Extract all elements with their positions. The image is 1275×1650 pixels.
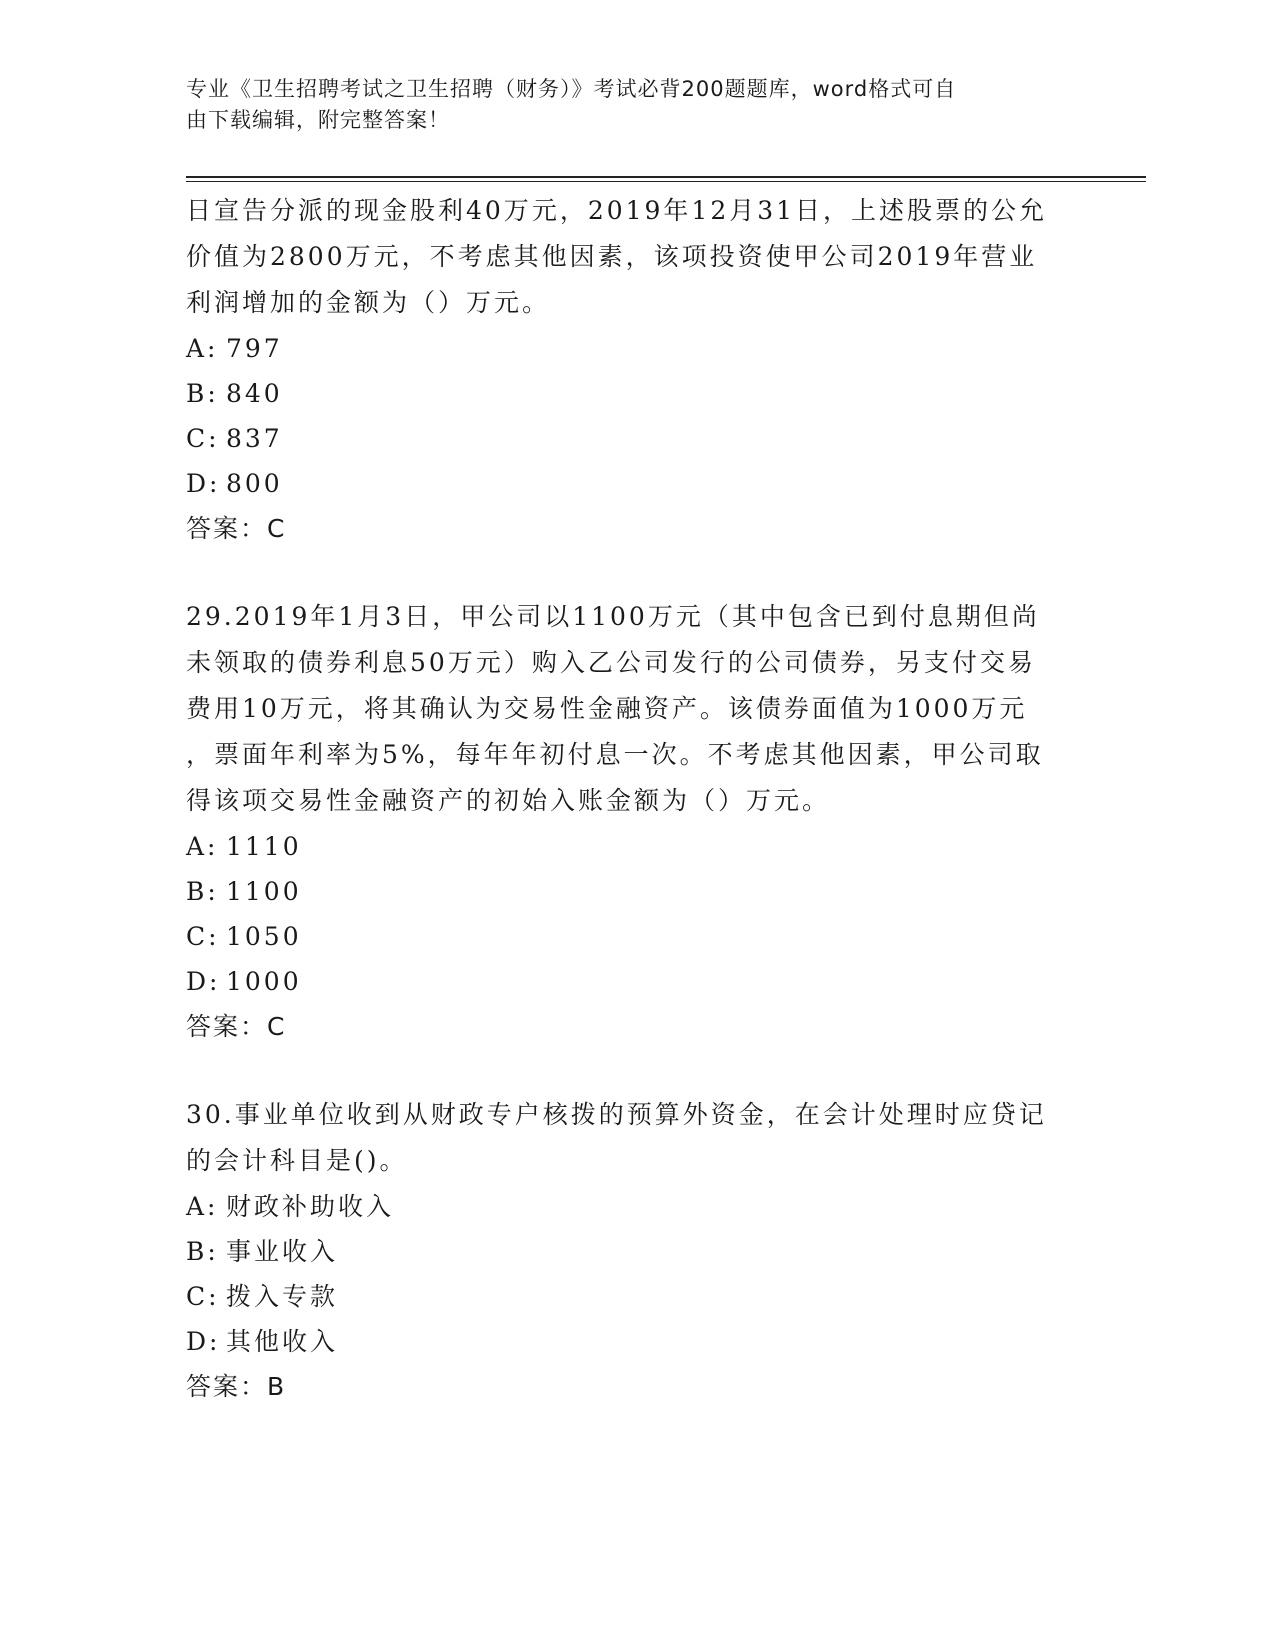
question-30 [186, 1092, 1086, 1410]
stem-line: 费用10万元，将其确认为交易性金融资产。该债券面值为1000万元 [186, 694, 1028, 723]
stem-line: 未领取的债券利息50万元）购入乙公司发行的公司债券，另支付交易 [186, 648, 1036, 677]
option-list [186, 1184, 1086, 1364]
document-header [186, 74, 1066, 136]
stem-line: 29.2019年1月3日，甲公司以1100万元（其中包含已到付息期但尚 [186, 602, 1040, 631]
option-text: 1100 [226, 877, 302, 906]
header-divider-thin [186, 181, 1146, 182]
option-a [186, 1184, 1086, 1229]
option-text: 840 [226, 379, 283, 408]
option-letter: B: [186, 877, 219, 906]
stem-line: 30.事业单位收到从财政专户核拨的预算外资金，在会计处理时应贷记 [186, 1100, 1047, 1129]
option-c [186, 1274, 1086, 1319]
option-letter: B: [186, 379, 219, 408]
option-letter: C: [186, 922, 220, 951]
option-letter: D: [186, 1327, 221, 1356]
option-text: 1110 [226, 832, 302, 861]
header-divider-thick [186, 176, 1146, 178]
option-text: 797 [226, 334, 283, 363]
option-a [186, 824, 1086, 869]
answer-line: 答案：C [186, 1012, 287, 1041]
stem-line: ，票面年利率为5%，每年年初付息一次。不考虑其他因素，甲公司取 [186, 740, 1044, 769]
option-text: 事业收入 [226, 1237, 339, 1266]
option-b [186, 1229, 1086, 1274]
option-text: 1050 [226, 922, 302, 951]
stem-line: 的会计科目是()。 [186, 1146, 408, 1175]
question-spacer [186, 552, 1086, 594]
question-28 [186, 188, 1086, 552]
questions-content [186, 188, 1086, 1410]
stem-line: 利润增加的金额为（）万元。 [186, 288, 551, 317]
option-text: 财政补助收入 [226, 1192, 395, 1221]
answer-line: 答案：C [186, 514, 287, 543]
question-stem [186, 1092, 1086, 1184]
option-c [186, 416, 1086, 461]
option-letter: C: [186, 424, 220, 453]
option-letter: D: [186, 967, 221, 996]
question-stem [186, 188, 1086, 326]
option-d [186, 1319, 1086, 1364]
option-letter: D: [186, 469, 221, 498]
header-line-2: 由下载编辑，附完整答案！ [186, 108, 450, 132]
question-29 [186, 594, 1086, 1050]
option-list [186, 824, 1086, 1004]
option-b [186, 869, 1086, 914]
option-text: 800 [226, 469, 283, 498]
option-text: 1000 [226, 967, 302, 996]
option-d [186, 461, 1086, 506]
question-spacer [186, 1050, 1086, 1092]
header-line-1: 专业《卫生招聘考试之卫生招聘（财务）》考试必背200题题库，word格式可自 [186, 77, 957, 101]
option-letter: A: [186, 832, 219, 861]
option-c [186, 914, 1086, 959]
option-text: 837 [226, 424, 283, 453]
option-d [186, 959, 1086, 1004]
answer-line: 答案：B [186, 1372, 287, 1401]
stem-line: 得该项交易性金融资产的初始入账金额为（）万元。 [186, 786, 831, 815]
option-letter: A: [186, 1192, 219, 1221]
option-list [186, 326, 1086, 506]
question-stem [186, 594, 1086, 824]
stem-line: 日宣告分派的现金股利40万元，2019年12月31日，上述股票的公允 [186, 196, 1048, 225]
option-letter: B: [186, 1237, 219, 1266]
option-a [186, 326, 1086, 371]
option-text: 拨入专款 [226, 1282, 339, 1311]
option-b [186, 371, 1086, 416]
option-text: 其他收入 [226, 1327, 339, 1356]
option-letter: C: [186, 1282, 220, 1311]
option-letter: A: [186, 334, 219, 363]
stem-line: 价值为2800万元，不考虑其他因素，该项投资使甲公司2019年营业 [186, 242, 1038, 271]
